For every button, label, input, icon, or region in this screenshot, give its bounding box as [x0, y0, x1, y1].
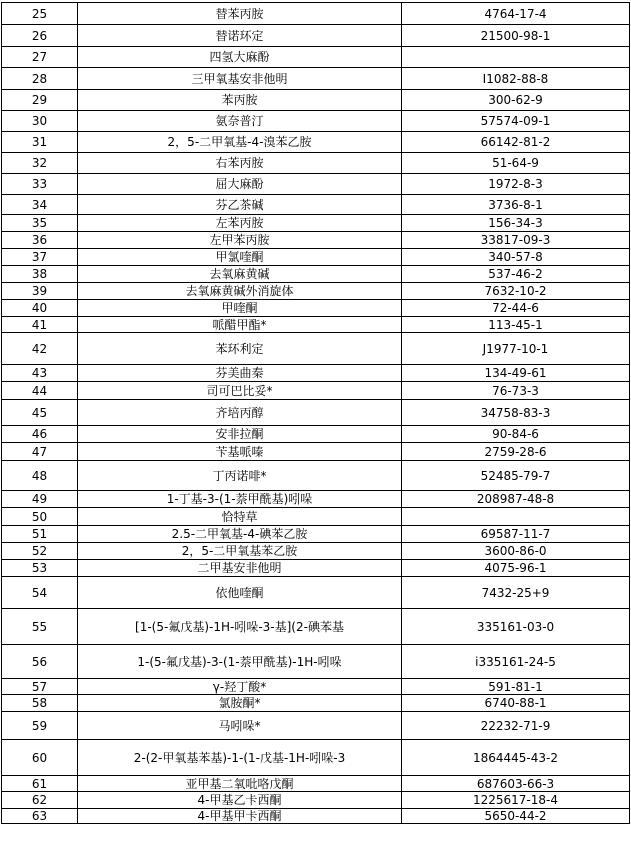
- table-row: [2, 174, 630, 195]
- table-row: [2, 712, 630, 740]
- substance-name: 苯环利定: [78, 333, 402, 365]
- substance-name: 4-甲基甲卡西酮: [78, 809, 402, 824]
- cas-number: 1972-8-3: [402, 174, 630, 195]
- cas-number: 113-45-1: [402, 317, 630, 333]
- cas-number: 687603-66-3: [402, 776, 630, 792]
- substance-name: 亚甲基二氧吡咯戊酮: [78, 776, 402, 792]
- row-number: 42: [2, 333, 78, 365]
- cas-number: 21500-98-1: [402, 25, 630, 47]
- row-number: 54: [2, 577, 78, 609]
- row-number: 33: [2, 174, 78, 195]
- row-number: 41: [2, 317, 78, 333]
- table-row: [2, 266, 630, 283]
- row-number: 57: [2, 679, 78, 695]
- substance-name: 替诺环定: [78, 25, 402, 47]
- cas-number: 7432-25+9: [402, 577, 630, 609]
- substance-name: 甲喹酮: [78, 300, 402, 317]
- cas-number: J1977-10-1: [402, 333, 630, 365]
- substance-name: 四氢大麻酚: [78, 47, 402, 68]
- substance-name: 2，5-二甲氧基苯乙胺: [78, 543, 402, 560]
- table-row: [2, 3, 630, 25]
- substance-table-body: [2, 3, 630, 824]
- cas-number: 1225617-18-4: [402, 792, 630, 809]
- table-row: [2, 90, 630, 111]
- table-row: [2, 400, 630, 426]
- table-row: [2, 491, 630, 508]
- row-number: 59: [2, 712, 78, 740]
- row-number: 50: [2, 508, 78, 526]
- cas-number: 57574-09-1: [402, 111, 630, 132]
- table-row: [2, 740, 630, 776]
- cas-number: 90-84-6: [402, 426, 630, 443]
- substance-name: 哌醋甲酯*: [78, 317, 402, 333]
- substance-name: 左甲苯丙胺: [78, 232, 402, 249]
- substance-name: 4-甲基乙卡西酮: [78, 792, 402, 809]
- cas-number: 335161-03-0: [402, 609, 630, 645]
- substance-name: 甲氯喹酮: [78, 249, 402, 266]
- substance-name: 替苯丙胺: [78, 3, 402, 25]
- row-number: 46: [2, 426, 78, 443]
- substance-name: 齐培丙醇: [78, 400, 402, 426]
- cas-number: 22232-71-9: [402, 712, 630, 740]
- row-number: 44: [2, 382, 78, 400]
- row-number: 63: [2, 809, 78, 824]
- table-row: [2, 508, 630, 526]
- cas-number: 5650-44-2: [402, 809, 630, 824]
- table-row: [2, 111, 630, 132]
- row-number: 36: [2, 232, 78, 249]
- substance-name: 右苯丙胺: [78, 153, 402, 174]
- cas-number: 3600-86-0: [402, 543, 630, 560]
- row-number: 58: [2, 695, 78, 712]
- substance-name: 三甲氧基安非他明: [78, 68, 402, 90]
- substance-name: 安非拉酮: [78, 426, 402, 443]
- row-number: 52: [2, 543, 78, 560]
- row-number: 25: [2, 3, 78, 25]
- row-number: 34: [2, 195, 78, 215]
- table-row: [2, 283, 630, 300]
- cas-number: 340-57-8: [402, 249, 630, 266]
- row-number: 35: [2, 215, 78, 232]
- table-row: [2, 526, 630, 543]
- substance-name: 屈大麻酚: [78, 174, 402, 195]
- row-number: 39: [2, 283, 78, 300]
- row-number: 48: [2, 461, 78, 491]
- cas-number: 72-44-6: [402, 300, 630, 317]
- substance-name: 苄基哌嗪: [78, 443, 402, 461]
- table-row: [2, 443, 630, 461]
- table-row: [2, 249, 630, 266]
- substance-name: 左苯丙胺: [78, 215, 402, 232]
- cas-number: 6740-88-1: [402, 695, 630, 712]
- cas-number: 134-49-61: [402, 365, 630, 382]
- cas-number: 34758-83-3: [402, 400, 630, 426]
- cas-number: I1082-88-8: [402, 68, 630, 90]
- row-number: 51: [2, 526, 78, 543]
- cas-number: 4075-96-1: [402, 560, 630, 577]
- substance-name: 二甲基安非他明: [78, 560, 402, 577]
- row-number: 55: [2, 609, 78, 645]
- table-row: [2, 577, 630, 609]
- substance-name: 2，5-二甲氧基-4-溴苯乙胺: [78, 132, 402, 153]
- table-row: [2, 47, 630, 68]
- row-number: 40: [2, 300, 78, 317]
- table-row: [2, 333, 630, 365]
- substance-name: γ-羟丁酸*: [78, 679, 402, 695]
- substance-name: 芬美曲秦: [78, 365, 402, 382]
- table-row: [2, 426, 630, 443]
- table-row: [2, 543, 630, 560]
- row-number: 31: [2, 132, 78, 153]
- substance-name: 去氧麻黄碱外消旋体: [78, 283, 402, 300]
- substance-name: 2.5-二甲氧基-4-碘苯乙胺: [78, 526, 402, 543]
- table-row: [2, 645, 630, 679]
- table-row: [2, 809, 630, 824]
- cas-number: 4764-17-4: [402, 3, 630, 25]
- cas-number: 33817-09-3: [402, 232, 630, 249]
- substance-name: 恰特草: [78, 508, 402, 526]
- row-number: 38: [2, 266, 78, 283]
- cas-number: 208987-48-8: [402, 491, 630, 508]
- table-row: [2, 560, 630, 577]
- cas-number: 591-81-1: [402, 679, 630, 695]
- row-number: 61: [2, 776, 78, 792]
- row-number: 32: [2, 153, 78, 174]
- row-number: 29: [2, 90, 78, 111]
- table-row: [2, 609, 630, 645]
- substance-name: 芬乙茶碱: [78, 195, 402, 215]
- cas-number: 1864445-43-2: [402, 740, 630, 776]
- table-row: [2, 232, 630, 249]
- row-number: 30: [2, 111, 78, 132]
- table-row: [2, 317, 630, 333]
- row-number: 47: [2, 443, 78, 461]
- table-row: [2, 365, 630, 382]
- table-row: [2, 300, 630, 317]
- cas-number: 76-73-3: [402, 382, 630, 400]
- table-row: [2, 215, 630, 232]
- substance-name: 苯丙胺: [78, 90, 402, 111]
- substance-name: [1-(5-氟戊基)-1H-吲哚-3-基](2-碘苯基: [78, 609, 402, 645]
- row-number: 28: [2, 68, 78, 90]
- table-row: [2, 695, 630, 712]
- substance-table: [1, 2, 630, 824]
- table-row: [2, 132, 630, 153]
- substance-name: 依他喹酮: [78, 577, 402, 609]
- substance-name: 氯胺酮*: [78, 695, 402, 712]
- substance-name: 1-丁基-3-(1-萘甲酰基)吲哚: [78, 491, 402, 508]
- substance-name: 去氧麻黄碱: [78, 266, 402, 283]
- row-number: 60: [2, 740, 78, 776]
- cas-number: 2759-28-6: [402, 443, 630, 461]
- table-row: [2, 679, 630, 695]
- substance-name: 氨奈普汀: [78, 111, 402, 132]
- cas-number: 3736-8-1: [402, 195, 630, 215]
- cas-number: i335161-24-5: [402, 645, 630, 679]
- cas-number: 52485-79-7: [402, 461, 630, 491]
- row-number: 49: [2, 491, 78, 508]
- cas-number: 69587-11-7: [402, 526, 630, 543]
- row-number: 53: [2, 560, 78, 577]
- table-row: [2, 382, 630, 400]
- cas-number: 300-62-9: [402, 90, 630, 111]
- row-number: 37: [2, 249, 78, 266]
- cas-number: 537-46-2: [402, 266, 630, 283]
- cas-number: 7632-10-2: [402, 283, 630, 300]
- substance-name: 丁丙诺啡*: [78, 461, 402, 491]
- cas-number: 156-34-3: [402, 215, 630, 232]
- row-number: 45: [2, 400, 78, 426]
- table-row: [2, 153, 630, 174]
- cas-number: [402, 47, 630, 68]
- cas-number: 66142-81-2: [402, 132, 630, 153]
- row-number: 26: [2, 25, 78, 47]
- row-number: 62: [2, 792, 78, 809]
- row-number: 56: [2, 645, 78, 679]
- substance-name: 1-(5-氟戊基)-3-(1-萘甲酰基)-1H-吲哚: [78, 645, 402, 679]
- table-row: [2, 792, 630, 809]
- substance-name: 2-(2-甲氧基苯基)-1-(1-戊基-1H-吲哚-3: [78, 740, 402, 776]
- row-number: 27: [2, 47, 78, 68]
- table-row: [2, 195, 630, 215]
- cas-number: [402, 508, 630, 526]
- table-row: [2, 68, 630, 90]
- row-number: 43: [2, 365, 78, 382]
- table-row: [2, 25, 630, 47]
- substance-name: 马吲哚*: [78, 712, 402, 740]
- substance-name: 司可巴比妥*: [78, 382, 402, 400]
- table-row: [2, 776, 630, 792]
- table-row: [2, 461, 630, 491]
- cas-number: 51-64-9: [402, 153, 630, 174]
